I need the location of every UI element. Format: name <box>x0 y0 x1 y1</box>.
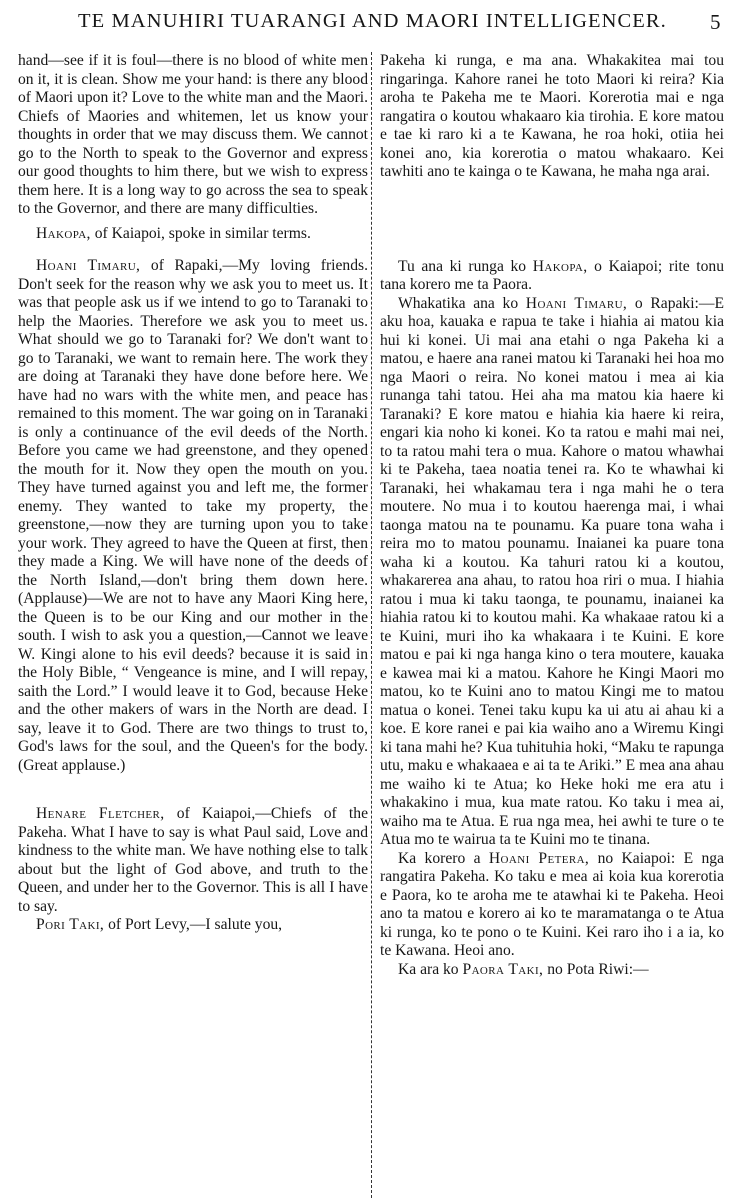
speech-hakopa-maori <box>380 258 724 295</box>
speech-text: of Kaiapoi, spoke in similar terms. <box>90 224 311 242</box>
speaker-name: Henare Fletcher, <box>36 805 165 822</box>
speech-hakopa <box>18 225 368 244</box>
speech-hoani-timaru-maori <box>380 295 724 850</box>
speaker-name: Hoani Petera, <box>488 849 590 867</box>
speech-text: no Pota Riwi:— <box>543 960 649 978</box>
speech-text: no Kaiapoi: E nga rangatira Pakeha. Ko taku e mea ai koia kua korerotia e Paora, ko te aroha me te atawhai ki te Pakeha. Heoi ano ta matou e korero ai ko te maramatanga o te Atua ki runga, ko te pono o te Kuini. Kei raro iho i a ia, ko te Kawana. Heoi ano. <box>380 849 724 959</box>
page-header <box>0 4 740 40</box>
maori-column <box>380 52 724 1200</box>
speech-text: of Port Levy,—I salute you, <box>104 916 283 933</box>
paragraph: Pakeha ki runga, e ma ana. Whakakitea mai tou ringaringa. Kahore ranei he toto Maori ki reira? Kia aroha te Pakeha me te Maori. Korerotia mai e nga rangatira o koutou whakaaro kia tirohia. E kore matou e tae ki raro ki a te Kawana, he roa hoki, otiia hei konei ano, kia korerotia o matou whakaaro. Kei tawhiti ano te kainga o te Kawana, he maha nga arai. <box>380 52 724 180</box>
speech-paora-taki-maori <box>380 961 724 980</box>
speech-lead: Ka korero a <box>398 849 489 867</box>
page-number: 5 <box>710 10 721 34</box>
speaker-name: Hakopa, <box>36 224 91 242</box>
speech-text: of Rapaki,—My loving friends. Don't seek for the reason why we ask you to meet us. It was that people ask us if we intend to go to Taranaki to help the Maories. Therefore we ask you to meet us. What should we go to Taranaki for? We don't want to go to Taranaki, we want to remain here. The work they are doing at Taranaki they have done before here. We have had no wars with the white men, and peace has remained to this moment. The war going on in Taranaki is only a continuance of the evil deeds of the North. Before you came we had greenstone, and they opened the mouth for it. Now they open the mouth on you. They have turned against you and left me, the former enemy. They wanted to take my property, the greenstone,—now they are turning upon you to take your work. They agreed to have the Queen at first, then they made a King. We will have none of the deeds of the North Island,—don't bring them down here. (Applause)—We are not to have any Maori King here, the Queen is to be our King and our mother in the south. I wish to ask you a question,—Cannot we leave W. Kingi alone to his evil deeds? because it is said in the Holy Bible, “ Vengeance is mine, and I will repay, saith the Lord.” I would leave it to God, because Heke and the other makers of wars in the North are dead. I say, leave it to God. There are two things to trust to, God's laws for the soul, and the Queen's for the body. (Great applause.) <box>18 257 368 774</box>
speech-pori-taki <box>18 916 368 935</box>
speech-text: o Rapaki:—E aku hoa, kauaka e rapua te take i hiahia ai matou kia hui ki konei. Ui mai ana etahi o nga Pakeha ki a matou, e haere ana ranei matou ki Taranaki hei hoa mo nga Maori o reira. No konei matou i mea ai kia runanga tahi tatou. Hei aha ma matou kia haere ki Taranaki? E kore matou e hiahia kia haere ki reira, engari kia noho ki konei. Ko ta ratou e mahi mai nei, to ta ratou mahi tera o mua. Kahore o matou whawhai ki te Pakeha, taea noatia tenei ra. Ko te whawhai ki Taranaki, hei whakamau tera i nga mahi he o tera moutere. No mua i to koutou haerenga mai, i whai taonga matou na te pounamu. Ka puare tona waha i reira mo to matou pounamu. Inaianei ka puare tona waha ki a koutou. Ka tahuri ratou ki a koutou, whakarerea ana ahau, to ratou hoa riri o mua. I hiahia ratou i mua ki taku taonga, te pounamu, inaianei ka hiahia ratou ki to koutou mahi. Ka whakaae ratou ki a te Kuini, muri iho ka whakaara i te Kuini. E kore matou e pai ki nga hanga kino o tera moutere, kauaka e kawea mai ki a matou. Kahore he Kingi Maori mo matou, ko te Kuini ano to matou Kingi me to matou matua o konei. Tenei taku kupu ka ui atu ai ahau ki a koe. E kore ranei e pai kia waiho ano a Wiremu Kingi ki tana mahi he? Kua tuhituhia hoki, “Maku te rapunga utu, maku e whakaaea e ai ta te Ariki.” E mea ana ahau me waiho ki te Atua; ko Heke hoki me era atu i whakakino i mua, kua mate ratou. Ko taku i mea ai, waiho ma te Atua. E rua nga mea, hei awhi te ture o te Atua mo te wairua ta te Kuini mo te tinana. <box>380 294 724 848</box>
speech-text: o Kaiapoi; rite tonu tana korero me ta Paora. <box>380 257 724 293</box>
paragraph: hand—see if it is foul—there is no blood of white men on it, it is clean. Show me your hand: is there any blood of Maori upon it? Love to the white man and the Maori. Chiefs of Maories and whitemen, let us know your thoughts in order that we may discuss them. We cannot go to the North to speak to the Governor and express our good thoughts to him there, but we wish to express them here. It is a long way to go across the sea to speak to the Governor, and there are many difficulties. <box>18 52 368 217</box>
speech-hoani-petera-maori <box>380 850 724 961</box>
speaker-name: Paora Taki, <box>462 960 544 978</box>
speaker-name: Hakopa, <box>532 257 588 275</box>
speech-lead: Ka ara ko <box>398 960 463 978</box>
speaker-name: Pori Taki, <box>36 916 105 933</box>
speaker-name: Hoani Timaru, <box>525 294 628 312</box>
speech-hoani-timaru <box>18 257 368 775</box>
speech-text: of Kaiapoi,—Chiefs of the Pakeha. What I have to say is what Paul said, Love and kindness to the white man. We have nothing else to talk about but the light of God above, and truth to the Queen, and under her to the Governor. This is all I have to say. <box>18 805 368 915</box>
speaker-name: Hoani Timaru, <box>36 257 141 274</box>
speech-henare-fletcher <box>18 805 368 916</box>
speech-lead: Tu ana ki runga ko <box>398 257 533 275</box>
english-column <box>18 52 368 1200</box>
running-title: TE MANUHIRI TUARANGI AND MAORI INTELLIGENCER. <box>78 10 667 32</box>
column-divider <box>371 52 372 1198</box>
speech-lead: Whakatika ana ko <box>398 294 526 312</box>
